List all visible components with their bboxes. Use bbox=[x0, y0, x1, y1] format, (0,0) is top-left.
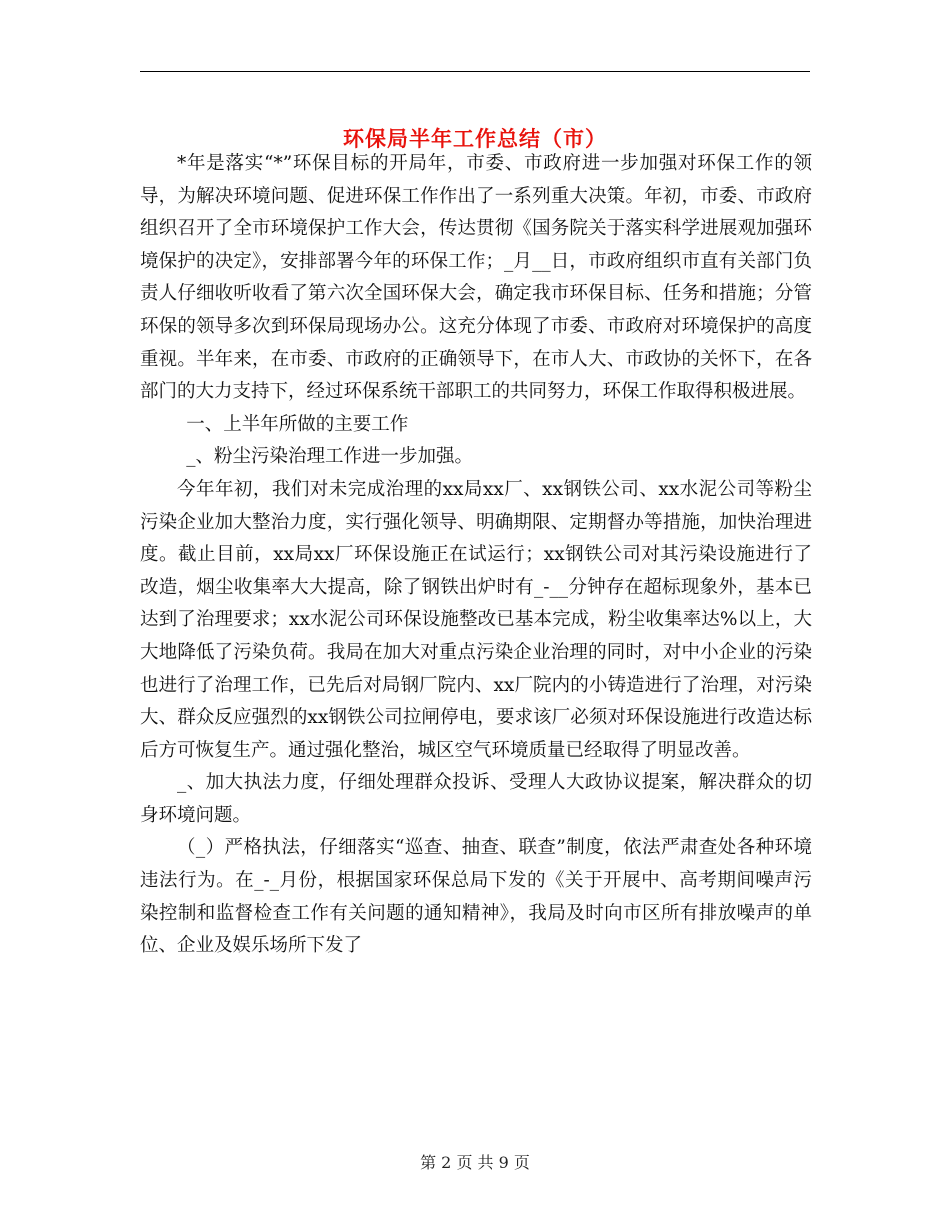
header-rule bbox=[140, 71, 810, 72]
strict-enforcement-paragraph: （_）严格执法，仔细落实“巡查、抽查、联查”制度，依法严肃查处各种环境违法行为。在_-_月份，根据国家环保总局下发的《关于开展中、高考期间噪声污染控制和监督检查工作有关问题的通知精神》，我局及时向市区所有排放噪声的单位、企业及娱乐场所下发了 bbox=[140, 837, 812, 957]
document-body bbox=[140, 148, 812, 963]
enforcement-heading-paragraph: _、加大执法力度，仔细处理群众投诉、受理人大政协议提案，解决群众的切身环境问题。 bbox=[140, 772, 812, 826]
dust-control-paragraph: 今年年初，我们对未完成治理的xx局xx厂、xx钢铁公司、xx水泥公司等粉尘污染企业加大整治力度，实行强化领导、明确期限、定期督办等措施，加快治理进度。截止目前，xx局xx厂环保设施正在试运行；xx钢铁公司对其污染设施进行了改造，烟尘收集率大大提高，除了钢铁出炉时有_-__分钟存在超标现象外，基本已达到了治理要求；xx水泥公司环保设施整改已基本完成，粉尘收集率达%以上，大大地降低了污染负荷。我局在加大对重点污染企业治理的同时，对中小企业的污染也进行了治理工作，已先后对局钢厂院内、xx厂院内的小铸造进行了治理，对污染大、群众反应强烈的xx钢铁公司拉闸停电，要求该厂必须对环保设施进行改造达标后方可恢复生产。通过强化整治，城区空气环境质量已经取得了明显改善。 bbox=[140, 478, 812, 761]
subsection-heading-dust: _、粉尘污染治理工作进一步加强。 bbox=[186, 446, 474, 468]
section-heading: 一、上半年所做的主要工作 bbox=[186, 413, 409, 435]
document-title: 环保局半年工作总结（市） bbox=[343, 127, 607, 152]
intro-paragraph: *年是落实“*”环保目标的开局年，市委、市政府进一步加强对环保工作的领导，为解决环境问题、促进环保工作作出了一系列重大决策。年初，市委、市政府组织召开了全市环境保护工作大会，传达贯彻《国务院关于落实科学进展观加强环境保护的决定》，安排部署今年的环保工作；_月__日，市政府组织市直有关部门负责人仔细收听收看了第六次全国环保大会，确定我市环保目标、任务和措施；分管环保的领导多次到环保局现场办公。这充分体现了市委、市政府对环境保护的高度重视。半年来，在市委、市政府的正确领导下，在市人大、市政协的关怀下，在各部门的大力支持下，经过环保系统干部职工的共同努力，环保工作取得积极进展。 bbox=[140, 153, 812, 403]
page-number-footer: 第 2 页 共 9 页 bbox=[420, 1153, 530, 1172]
